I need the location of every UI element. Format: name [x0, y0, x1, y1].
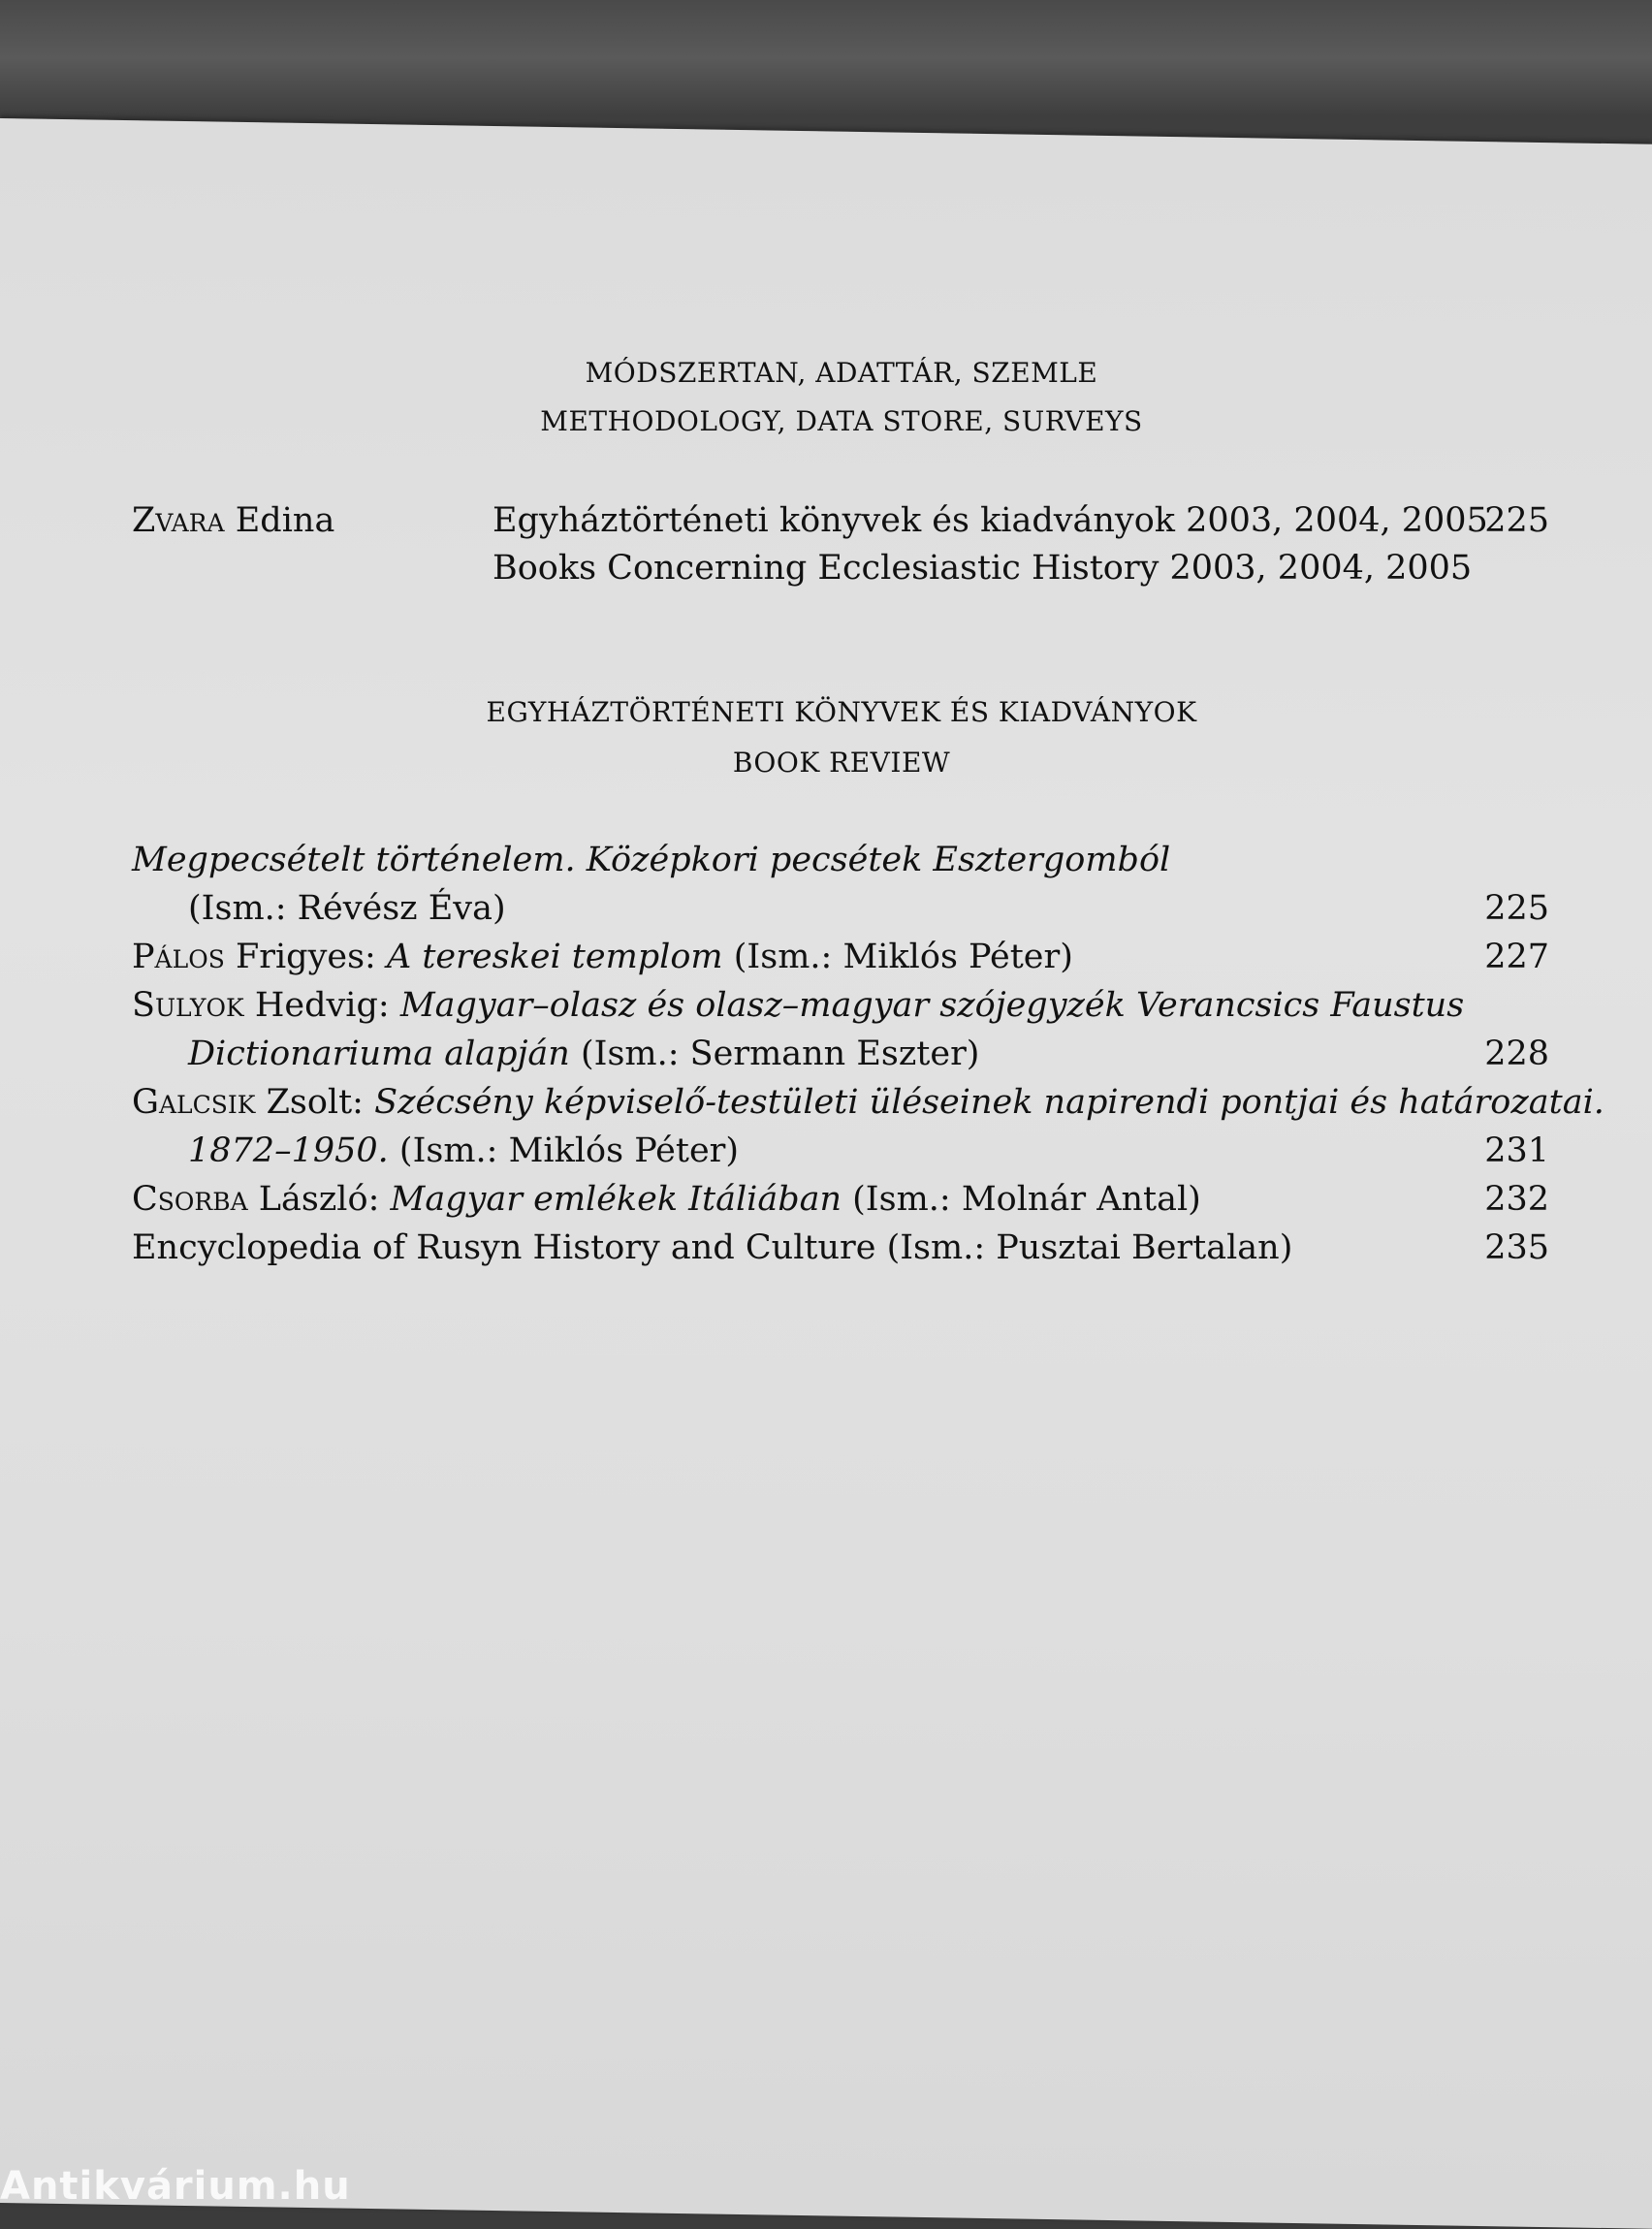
review-5-page-number: 232	[1484, 1180, 1549, 1219]
review-5-author-family: Csorba	[132, 1180, 248, 1219]
review-3-page-number: 228	[1484, 1035, 1549, 1073]
article-author	[132, 499, 334, 542]
review-3-author-given: Hedvig:	[254, 986, 390, 1025]
section-heading-english: METHODOLOGY, DATA STORE, SURVEYS	[540, 405, 1143, 437]
review-3-entry-line1	[132, 984, 1464, 1027]
review-2-page-number: 227	[1484, 938, 1549, 976]
review-2-entry	[132, 936, 1073, 978]
review-5-reviewer: (Ism.: Molnár Antal)	[852, 1180, 1201, 1219]
review-heading-hungarian: EGYHÁZTÖRTÉNETI KÖNYVEK ÉS KIADVÁNYOK	[486, 696, 1197, 728]
review-3-reviewer: (Ism.: Sermann Eszter)	[580, 1035, 980, 1073]
review-3-entry-line2	[188, 1033, 979, 1075]
review-2-author-given: Frigyes:	[235, 938, 376, 976]
review-2-title: A tereskei templom	[386, 938, 723, 976]
watermark-logo: Antikvárium.hu	[0, 2164, 351, 2209]
review-4-reviewer: (Ism.: Miklós Péter)	[398, 1131, 740, 1170]
review-5-title: Magyar emlékek Itáliában	[390, 1180, 842, 1219]
review-4-title-line2: 1872–1950.	[188, 1131, 389, 1170]
review-2-reviewer: (Ism.: Miklós Péter)	[733, 938, 1073, 976]
review-3-title-line2: Dictionariuma alapján	[188, 1035, 570, 1073]
article-title-hungarian: Egyháztörténeti könyvek és kiadványok 2003, 2004, 2005	[492, 501, 1488, 540]
review-6-entry	[132, 1226, 1292, 1269]
review-3-author-family: Sulyok	[132, 986, 244, 1025]
article-author-family: Zvara	[132, 501, 225, 540]
review-6-page-number: 235	[1484, 1228, 1549, 1267]
review-4-author-family: Galcsik	[132, 1083, 256, 1122]
review-1-page-number: 225	[1484, 889, 1549, 928]
article-title-english: Books Concerning Ecclesiastic History 2003, 2004, 2005	[492, 549, 1473, 588]
review-4-title-line1: Szécsény képviselő-testületi üléseinek napirendi pontjai és határozatai.	[374, 1083, 1604, 1122]
review-4-author-given: Zsolt:	[266, 1083, 364, 1122]
review-heading-english: BOOK REVIEW	[732, 747, 951, 779]
section-heading-hungarian: MÓDSZERTAN, ADATTÁR, SZEMLE	[585, 357, 1098, 389]
review-4-entry-line2	[188, 1130, 739, 1172]
article-page-number: 225	[1484, 501, 1549, 540]
review-4-entry-line1	[132, 1081, 1604, 1124]
review-1-reviewer: (Ism.: Révész Éva)	[188, 889, 506, 928]
review-6-reviewer: (Ism.: Pusztai Bertalan)	[886, 1228, 1293, 1267]
review-3-title-line1: Magyar–olasz és olasz–magyar szójegyzék Verancsics Faustus	[399, 986, 1465, 1025]
review-5-author-given: László:	[258, 1180, 380, 1219]
article-author-given: Edina	[235, 501, 335, 540]
review-1-title-text: Megpecsételt történelem. Középkori pecsétek Esztergomból	[132, 841, 1171, 879]
review-5-entry	[132, 1178, 1201, 1221]
review-2-author-family: Pálos	[132, 938, 225, 976]
review-1-title	[132, 839, 1170, 881]
review-6-title: Encyclopedia of Rusyn History and Culture	[132, 1228, 876, 1267]
review-4-page-number: 231	[1484, 1131, 1549, 1170]
